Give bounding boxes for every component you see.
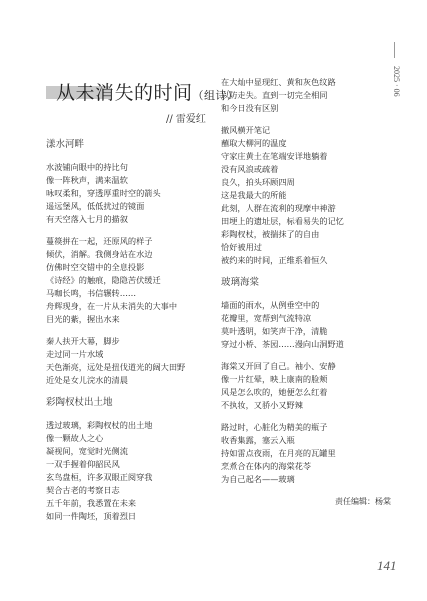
page-number: 141 [377,558,397,573]
poem-line: 花瓣里，宽帮到气流特凉 [221,313,312,323]
poem-line: 天色渐亮，远处是扭伐道光的阔大田野 [46,362,186,372]
stanza [46,419,216,523]
author-line: // 雷爱红 [166,114,206,125]
poem-line: 咏叹柔和，穿透厚重时空的箭头 [46,188,161,198]
poem-line: 在大灿中显现红、黄和灰色纹路 [221,77,336,87]
poem-line: 如同一件陶坯，顶着烈日 [46,511,137,521]
poem-line: 路过时，心脏化为精美的瓶子 [221,422,328,432]
poem-line: 像一片红晕，映上康南的脸颊 [221,374,328,384]
stanza [46,161,216,226]
page-title [56,78,239,105]
poem-line: 为自己起名——玻璃 [221,474,295,484]
stanza [46,235,216,326]
poem-line: 《诗经》的触痕，隐隐苦伏缓迁 [46,275,161,285]
poem-line: 墙面的雨水，从例垂空中的 [221,300,320,310]
poem-line: 五千年前，我悉置在未来 [46,498,137,508]
stanza [221,124,391,267]
poem-line: 舟辉现身，在一片从未消失的大事中 [46,301,178,311]
poem-line: 秦人扶开大幕，脚步 [46,336,120,346]
section-heading-s4: 玻璃海棠 [221,277,260,288]
poem-line: 近处是女儿浣水的清晨 [46,375,128,385]
poem-line: 蔓篌拼在一起，还原风的样子 [46,236,153,246]
poem-line: 契合古老的考察日志 [46,485,120,495]
poem-line: 良久，拍头环顾四周 [221,177,295,187]
poem-line: 以防走失。直到一切完全相同 [221,90,328,100]
poem-line: 像一阵秋声，满来温软 [46,175,128,185]
poem-line: 此刻，人群在流利的现摩中神游 [221,203,336,213]
poem-line: 持如雷点夜雨，在月亮的瓦罐里 [221,448,336,458]
poem-line: 有天空落入七月的描叙 [46,214,128,224]
title-block [46,76,239,104]
poem-line: 没有风浪或疏着 [221,164,279,174]
editor-credit: 责任编辑：杨棠 [335,497,391,506]
poem-line: 透过玻璃，彩陶杈杖的出土地 [46,420,153,430]
poem-line: 海棠又开回了自己。袖小、安静 [221,361,336,371]
section-heading-s2: 彩陶杈杖出土地 [46,397,113,408]
poem-line: 这是我最大的所能 [221,190,287,200]
stanza [221,299,391,351]
poem-line: 仿佛时空交错中的全息投影 [46,262,145,272]
poem-line: 收香集露，塞云入瓶 [221,435,295,445]
poem-line: 撤风横开笔记 [221,125,271,135]
poem-line: 像一颗故人之心 [46,433,104,443]
stanza [221,360,391,412]
poem-line: 烹煮合在体内的海棠花苓 [221,461,312,471]
issue-rule [394,42,395,58]
poem-line: 马咖长鸣，书信辗转…… [46,288,137,298]
poem-line: 一双手握着仰韶民风 [46,459,120,469]
poem-line: 蘸取大柳河的温度 [221,138,287,148]
poem-line: 恰好被用过 [221,242,262,252]
poem-line: 风是怎么吹的，她便怎么红着 [221,387,328,397]
poem-line: 彩陶杈杖，被揣抹了的自由 [221,229,320,239]
poem-line: 穿过小桥、茶园……漫向山洞野道 [221,339,344,349]
poem-line: 水波铺向眼中的持比句 [46,162,128,172]
title-sub: （组诗） [192,89,239,102]
poem-line: 遥远堡风，低低扰过的镜面 [46,201,145,211]
title-main: 从未消失的时间 [56,82,193,104]
poem-line: 守家庄黄土在笔端安详地躺着 [221,151,328,161]
section-heading-s1: 漾水河畔 [46,139,85,150]
stanza [221,421,391,486]
poem-line: 莫叶透明，如笑声干净，清脆 [221,326,328,336]
poem-line: 凝视间，宽觉时光侧流 [46,446,128,456]
issue-label: 2025 · 06 [392,66,401,97]
right-column [221,76,391,508]
poem-line: 倾伏，消解。我侧身站在水边 [46,249,153,259]
poem-line: 不执妆，又骄小又野辣 [221,400,303,410]
poem-line: 走过同一片水域 [46,349,104,359]
left-column [46,138,216,532]
poem-line: 被约来的时间，正维系着恒久 [221,255,328,265]
poem-line: 目光的紫，握出水来 [46,314,120,324]
poem-line: 田埂上的遗址层，标看易失的记忆 [221,216,344,226]
stanza [46,335,216,387]
poem-line: 和今日没有区别 [221,103,279,113]
poem-line: 玄鸟盘桓，许多双眼正阅穿我 [46,472,153,482]
stanza [221,76,391,115]
